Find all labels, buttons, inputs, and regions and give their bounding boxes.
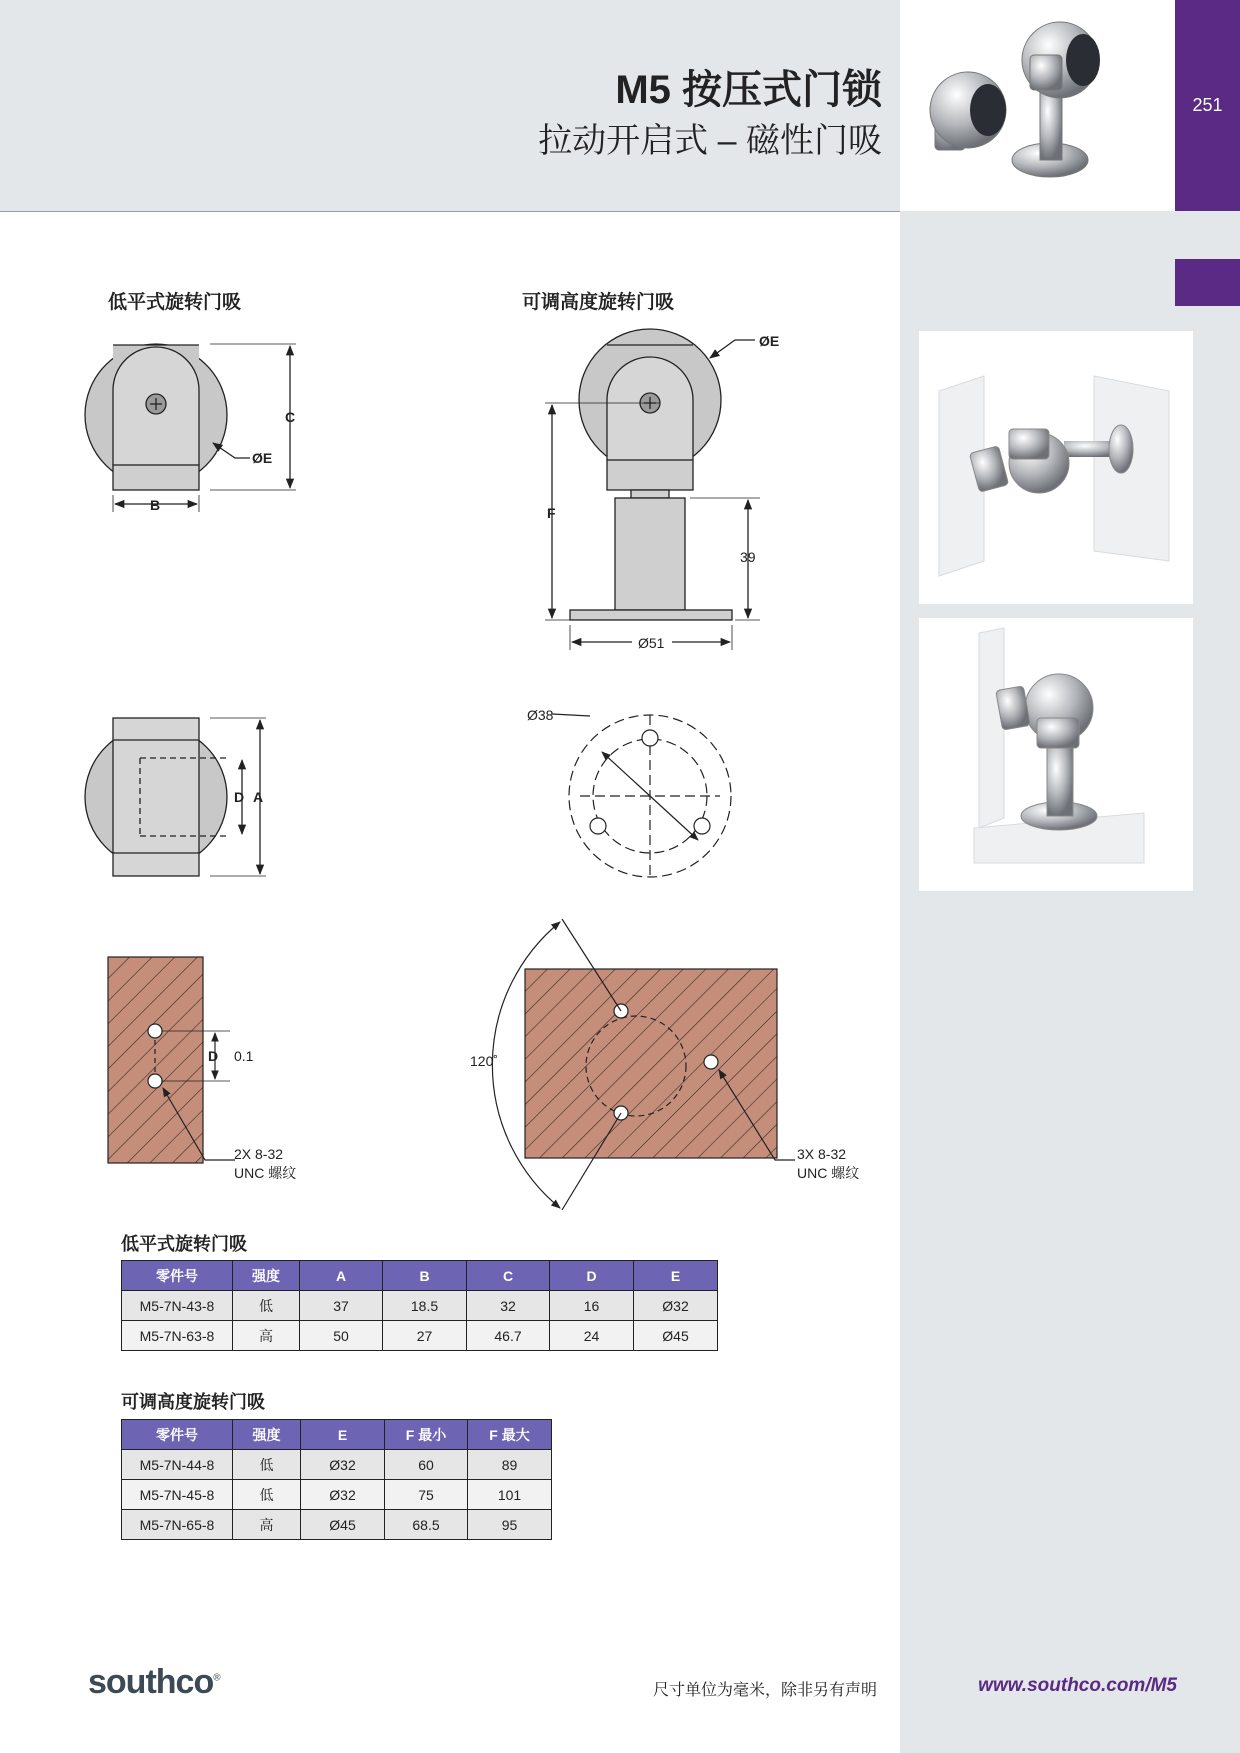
table-cell: Ø32 [301,1450,385,1480]
page-number: 251 [1192,95,1223,115]
column-header: 零件号 [122,1261,233,1291]
table-cell: 低 [233,1450,301,1480]
table-cell: 低 [233,1480,301,1510]
base-top-view [552,714,731,877]
dim-39-label: 39 [740,549,756,565]
table-row [122,1450,552,1480]
column-header: F 最小 [385,1420,468,1450]
table-row [122,1291,718,1321]
low-profile-label: 低平式旋转门吸 [108,292,242,313]
table-cell: M5-7N-45-8 [122,1480,233,1510]
table-adjustable [121,1419,552,1540]
column-header: 强度 [233,1261,300,1291]
table-cell: 68.5 [385,1510,468,1540]
table-row [122,1510,552,1540]
table-cell: 46.7 [467,1321,550,1351]
table-cell: M5-7N-63-8 [122,1321,233,1351]
table-cell: 37 [300,1291,383,1321]
page-subtitle: 拉动开启式 – 磁性门吸 [538,122,882,160]
dim-51-label: Ø51 [638,635,665,651]
table-cell: 低 [233,1291,300,1321]
column-header: F 最大 [468,1420,552,1450]
column-header: E [634,1261,718,1291]
table2-title: 可调高度旋转门吸 [121,1392,265,1412]
screws-2x-callout: 2X 8-32 UNC 螺纹 [234,1146,297,1181]
page-title: M5 按压式门锁 [615,68,882,112]
table-cell: 75 [385,1480,468,1510]
dim-b-label: B [150,497,161,513]
table-row [122,1321,718,1351]
website-link[interactable]: www.southco.com/M5 [978,1675,1177,1696]
table-cell: 101 [468,1480,552,1510]
table-cell: 24 [550,1321,634,1351]
table1-title: 低平式旋转门吸 [121,1234,247,1254]
units-note: 尺寸单位为毫米，除非另有声明 [653,1682,878,1699]
table-cell: Ø32 [301,1480,385,1510]
installed-image-low-profile [919,331,1193,604]
table-row [122,1480,552,1510]
table-cell: 95 [468,1510,552,1540]
column-header: B [383,1261,467,1291]
column-header: C [467,1261,550,1291]
dim-38-label: Ø38 [527,707,554,723]
dim-d-label-2: D [208,1048,219,1064]
adjustable-mounting-pattern [492,919,795,1210]
dim-e-label: ØE [252,450,273,466]
column-header: E [301,1420,385,1450]
southco-logo: southco® [88,1663,220,1701]
adjustable-side-view [545,329,760,650]
column-header: A [300,1261,383,1291]
table-cell: 32 [467,1291,550,1321]
section-marker [1175,259,1240,306]
table-cell: 16 [550,1291,634,1321]
screws-3x-callout: 3X 8-32 UNC 螺纹 [797,1146,860,1181]
table-cell: 27 [383,1321,467,1351]
table-cell: M5-7N-43-8 [122,1291,233,1321]
table-cell: Ø32 [634,1291,718,1321]
low-profile-side-view [85,344,296,512]
table-cell: 高 [233,1321,300,1351]
column-header: 强度 [233,1420,301,1450]
dim-c-label: C [285,409,296,425]
table-header-row [122,1420,552,1450]
installed-image-adjustable [919,618,1193,891]
dim-d-label: D [234,789,245,805]
dim-01-label: 0.1 [234,1048,254,1064]
column-header: 零件号 [122,1420,233,1450]
table-cell: 89 [468,1450,552,1480]
table-cell: Ø45 [634,1321,718,1351]
table-cell: M5-7N-65-8 [122,1510,233,1540]
table-header-row [122,1261,718,1291]
column-header: D [550,1261,634,1291]
dim-e-label-2: ØE [759,333,780,349]
adjustable-label: 可调高度旋转门吸 [522,292,675,313]
table-cell: 18.5 [383,1291,467,1321]
angle-120-label: 120˚ [470,1053,499,1069]
dim-f-label: F [547,505,556,521]
dim-a-label: A [253,789,264,805]
table-cell: 50 [300,1321,383,1351]
table-cell: 高 [233,1510,301,1540]
product-photo [900,0,1175,211]
table-cell: M5-7N-44-8 [122,1450,233,1480]
table-cell: 60 [385,1450,468,1480]
table-low-profile [121,1260,718,1351]
table-cell: Ø45 [301,1510,385,1540]
